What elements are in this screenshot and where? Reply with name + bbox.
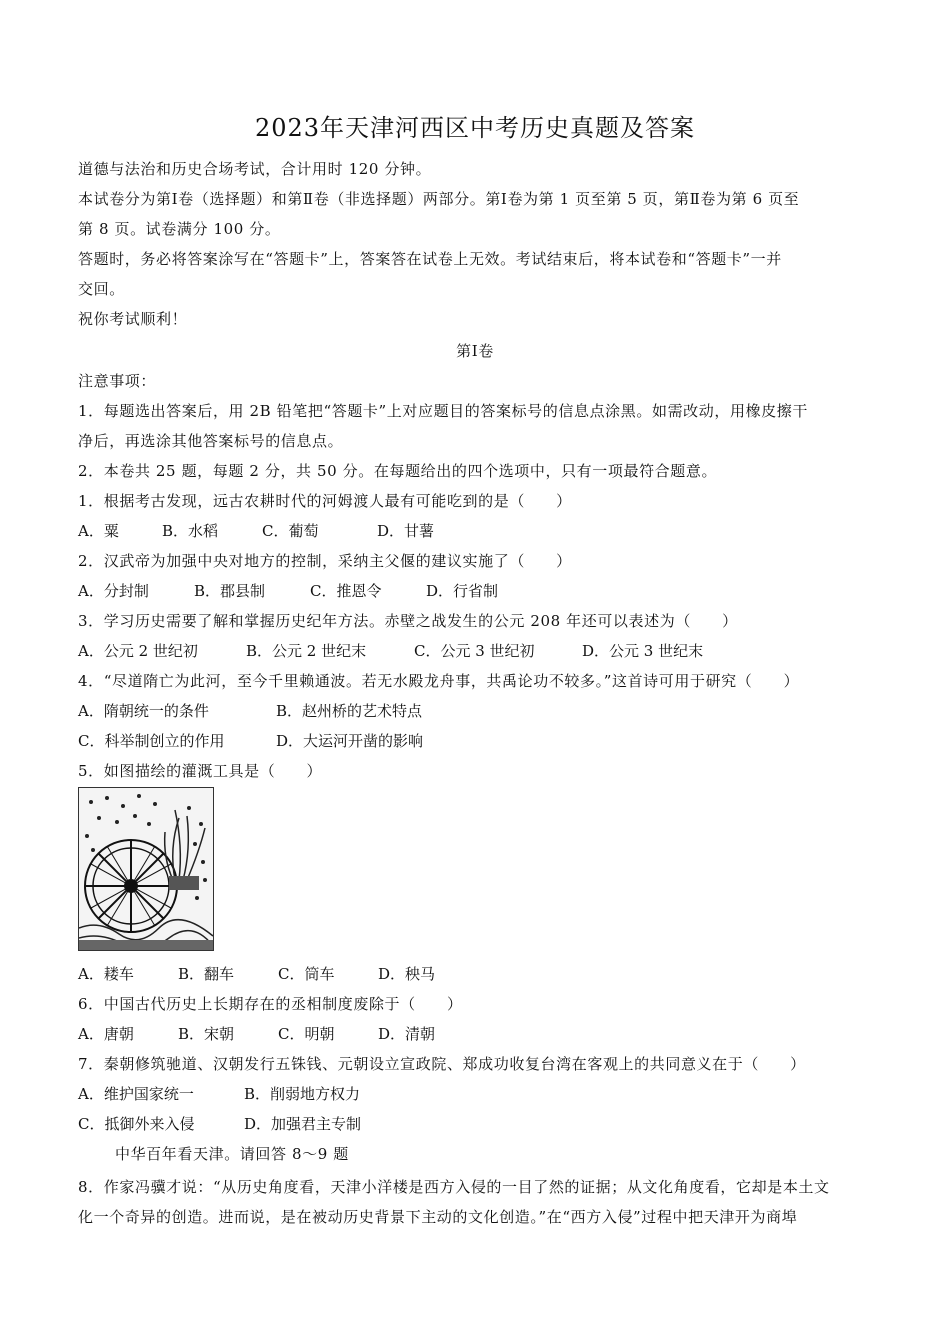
option: A．粟 xyxy=(78,522,119,540)
option: D．加强君主专制 xyxy=(244,1115,362,1133)
option: B．赵州桥的艺术特点 xyxy=(276,702,423,720)
note-line: 净后，再选涂其他答案标号的信息点。 xyxy=(78,432,344,450)
question-stem: 8．作家冯骥才说：“从历史角度看，天津小洋楼是西方入侵的一目了然的证据；从文化角度看，它却是本土文 xyxy=(78,1178,830,1196)
note-line: 1．每题选出答案后，用 2B 铅笔把“答题卡”上对应题目的答案标号的信息点涂黑。如需改动，用橡皮擦干 xyxy=(78,402,808,420)
option: C．科举制创立的作用 xyxy=(78,732,225,750)
note-line: 2．本卷共 25 题，每题 2 分，共 50 分。在每题给出的四个选项中，只有一项最符合题意。 xyxy=(78,462,718,480)
question-stem: 化一个奇异的创造。进而说，是在被动历史背景下主动的文化创造。”在“西方入侵”过程中把天津开为商埠 xyxy=(78,1208,798,1226)
question-stem: 3．学习历史需要了解和掌握历史纪年方法。赤壁之战发生的公元 208 年还可以表述为（ ） xyxy=(78,612,738,630)
intro-line: 祝你考试顺利！ xyxy=(78,310,188,328)
option: D．行省制 xyxy=(426,582,499,600)
option: B．水稻 xyxy=(162,522,219,540)
question-options xyxy=(78,640,703,661)
question-options xyxy=(78,520,434,541)
question-group-intro: 中华百年看天津。请回答 8～9 题 xyxy=(115,1145,349,1163)
option: B．郡县制 xyxy=(194,582,266,600)
question-options xyxy=(78,963,435,984)
question-stem: 1．根据考古发现，远古农耕时代的河姆渡人最有可能吃到的是（ ） xyxy=(78,492,572,510)
option: D．清朝 xyxy=(378,1025,436,1043)
question-options xyxy=(78,700,422,721)
question-stem: 5．如图描绘的灌溉工具是（ ） xyxy=(78,762,323,780)
option: A．唐朝 xyxy=(78,1025,134,1043)
waterwheel-drawing xyxy=(79,788,213,950)
question-options xyxy=(78,1023,435,1044)
question-options xyxy=(78,730,423,751)
intro-line: 道德与法治和历史合场考试，合计用时 120 分钟。 xyxy=(78,160,432,178)
question-stem: 2．汉武帝为加强中央对地方的控制，采纳主父偃的建议实施了（ ） xyxy=(78,552,572,570)
option: B．削弱地方权力 xyxy=(244,1085,361,1103)
question-stem: 7．秦朝修筑驰道、汉朝发行五铢钱、元朝设立宣政院、郑成功收复台湾在客观上的共同意义在于（ ） xyxy=(78,1055,806,1073)
intro-line: 答题时，务必将答案涂写在“答题卡”上，答案答在试卷上无效。考试结束后，将本试卷和“答题卡”一并 xyxy=(78,250,782,268)
option: D．大运河开凿的影响 xyxy=(276,732,424,750)
option: C．明朝 xyxy=(278,1025,335,1043)
question-options xyxy=(78,580,498,601)
option: C．筒车 xyxy=(278,965,335,983)
question-stem: 4．“尽道隋亡为此河，至今千里赖通波。若无水殿龙舟事，共禹论功不较多。”这首诗可用于研究（ ） xyxy=(78,672,800,690)
option: C．公元 3 世纪初 xyxy=(414,642,535,660)
option: C．葡萄 xyxy=(262,522,319,540)
notes-heading: 注意事项： xyxy=(78,372,157,390)
option: B．宋朝 xyxy=(178,1025,235,1043)
option: A．公元 2 世纪初 xyxy=(78,642,198,660)
option: B．公元 2 世纪末 xyxy=(246,642,367,660)
option: A．隋朝统一的条件 xyxy=(78,702,209,720)
option: A．分封制 xyxy=(78,582,149,600)
option: D．秧马 xyxy=(378,965,436,983)
option: A．维护国家统一 xyxy=(78,1085,194,1103)
question-options xyxy=(78,1083,360,1104)
question-stem: 6．中国古代历史上长期存在的丞相制度废除于（ ） xyxy=(78,995,463,1013)
intro-line: 交回。 xyxy=(78,280,125,298)
option: D．公元 3 世纪末 xyxy=(582,642,704,660)
section-title: 第Ⅰ卷 xyxy=(456,342,494,360)
page-title: 2023年天津河西区中考历史真题及答案 xyxy=(254,114,696,142)
option: B．翻车 xyxy=(178,965,235,983)
option: D．甘薯 xyxy=(377,522,435,540)
intro-line: 本试卷分为第Ⅰ卷（选择题）和第Ⅱ卷（非选择题）两部分。第Ⅰ卷为第 1 页至第 5 页，第Ⅱ卷为第 6 页至 xyxy=(78,190,800,208)
option: A．耧车 xyxy=(78,965,134,983)
option: C．抵御外来入侵 xyxy=(78,1115,195,1133)
intro-line: 第 8 页。试卷满分 100 分。 xyxy=(78,220,281,238)
irrigation-tool-illustration xyxy=(78,787,214,951)
option: C．推恩令 xyxy=(310,582,382,600)
question-options xyxy=(78,1113,361,1134)
